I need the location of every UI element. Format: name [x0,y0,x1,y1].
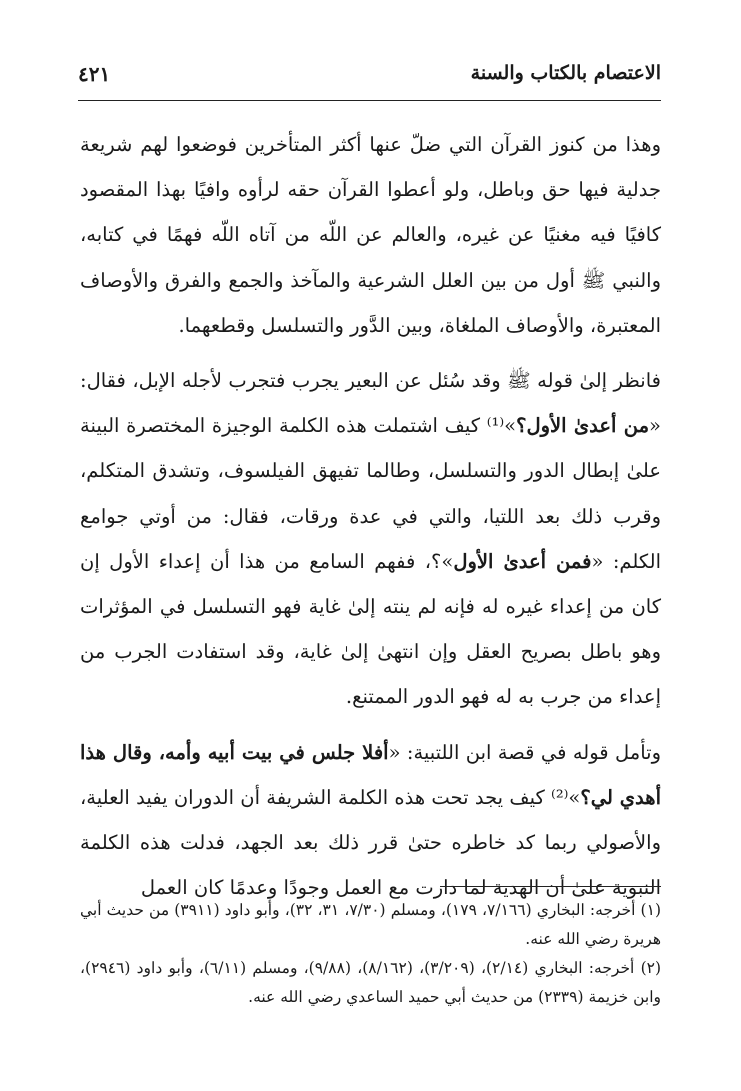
footnote-2: (٢) أخرجه: البخاري (٢/١٤)، (٣/٢٠٩)، (٨/١٦٢)، (٩/٨٨)، ومسلم (٦/١١)، وأبو داود (٢٩٤٦)، وابن خزيمة (٢٣٣٩) من حديث أبي حميد الساعدي رضي الله عنه. [80,959,662,1006]
paragraph-3 [80,730,661,911]
paragraph-1 [80,122,661,348]
paragraph-1-text: وهذا من كنوز القرآن التي ضلّ عنها أكثر المتأخرين فوضعوا لهم شريعة جدلية فيها حق وباطل، ولو أعطوا القرآن حقه لرأوه وافيًا بهذا المقصود كافيًا فيه مغنيًا عن غيره، والعالم عن اللّه من آتاه اللّه فهمًا في كتابه، والنبي ﷺ أول من بين العلل الشرعية والمآخذ والجمع والفرق والأوصاف المعتبرة، والأوصاف الملغاة، وبين الدَّور والتسلسل وقطعهما. [80,133,661,337]
footnote-divider [440,886,661,887]
page-header [78,60,661,100]
paragraph-2-text-a: فانظر إلىٰ قوله ﷺ وقد سُئل عن البعير يجرب فتجرب لأجله الإبل، فقال: « [80,369,661,438]
page-number: ٤٢١ [78,62,111,86]
paragraph-2-text-c: »؟، ففهم السامع من هذا أن إعداء الأول إن كان من إعداء غيره له فإنه لم ينته إلىٰ غاية فهو التسلسل في المؤثرات وهو باطل بصريح العقل وإن انتهىٰ إلىٰ غاية، وقد استفادت الجرب من إعداء من جرب به له فهو الدور الممتنع. [80,549,661,709]
header-divider [78,100,661,101]
hadith-quote-3: أفلا جلس في بيت أبيه وأمه، وقال هذا أهدي لي؟ [80,740,661,809]
paragraph-3-text-b: »⁽²⁾ كيف يجد تحت هذه الكلمة الشريفة أن الدوران يفيد العلية، والأصولي ربما كد خاطره حتىٰ قرر ذلك بعد الجهد، فدلت هذه الكلمة النبوية علىٰ أن الهدية لما دارت مع العمل وجودًا وعدمًا كان العمل [80,785,661,900]
main-text [80,122,661,920]
footnote-1: (١) أخرجه: البخاري (٧/١٦٦، ١٧٩)، ومسلم (٧/٣٠، ٣١، ٣٢)، وأبو داود (٣٩١١) من حديث أبي هريرة رضي الله عنه. [80,901,661,948]
hadith-quote-2: فمن أعدىٰ الأول [453,549,592,573]
paragraph-3-text-a: وتأمل قوله في قصة ابن اللتبية: « [388,740,661,764]
hadith-quote-1: من أعدىٰ الأول؟ [516,414,650,438]
footnotes [80,896,661,1012]
running-title: الاعتصام بالكتاب والسنة [470,62,661,84]
paragraph-2-text-b: »⁽¹⁾ كيف اشتملت هذه الكلمة الوجيزة المختصرة البينة علىٰ إبطال الدور والتسلسل، وطالما تفيهق الفيلسوف، وتشدق المتكلم، وقرب ذلك بعد اللتيا، والتي في عدة ورقات، فقال: من أوتي جوامع الكلم: « [80,414,661,573]
paragraph-2 [80,358,661,720]
